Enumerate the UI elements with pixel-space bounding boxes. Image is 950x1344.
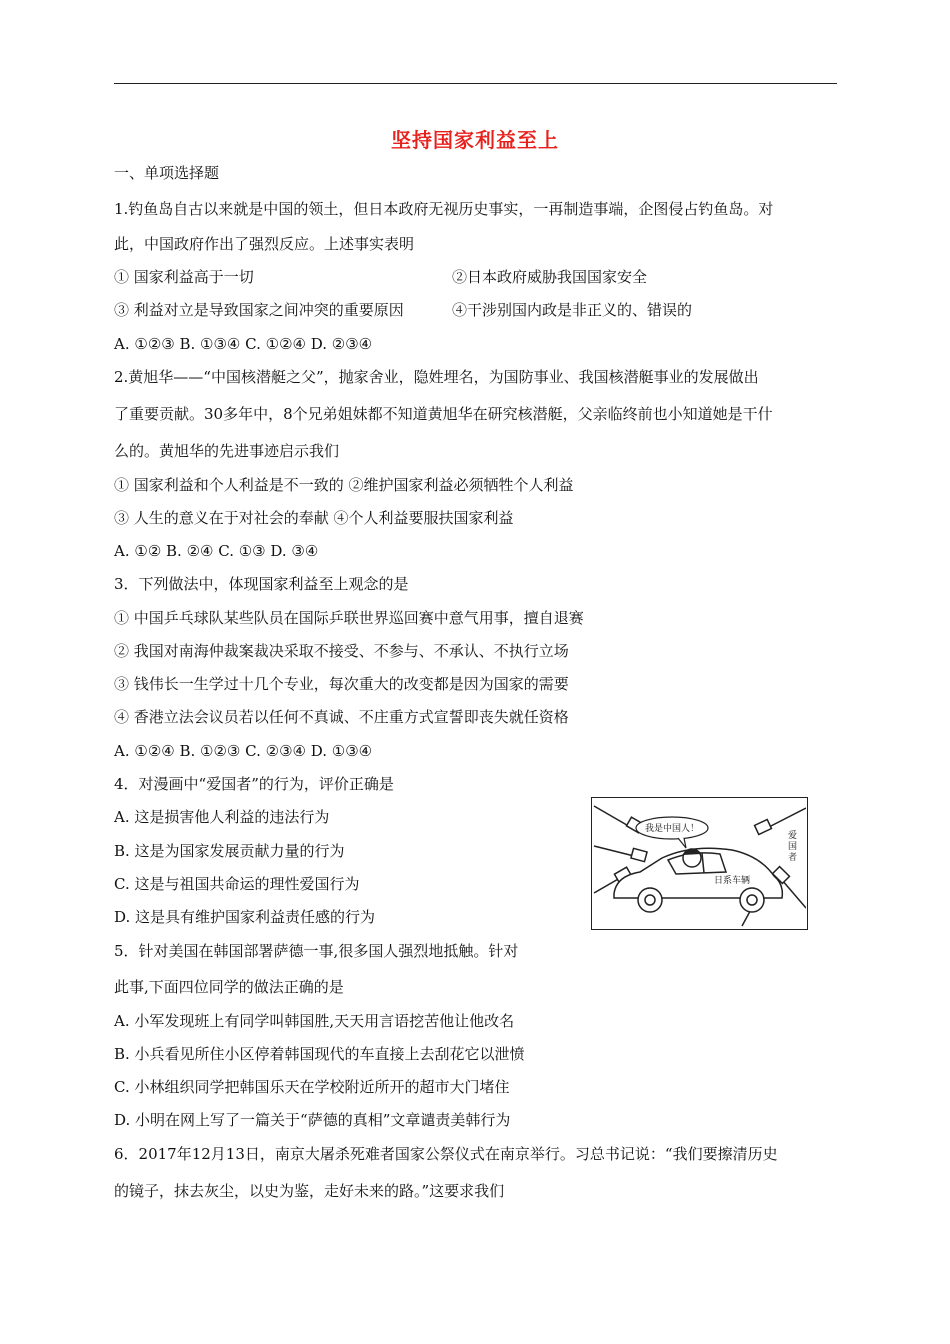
cartoon-side-label: 爱国者	[788, 831, 798, 863]
cartoon-car-label: 日系车辆	[714, 876, 751, 886]
q5-option-c: C. 小林组织同学把韩国乐天在学校附近所开的超市大门堵住	[114, 1078, 510, 1096]
q1-stem-line2: 此，中国政府作出了强烈反应。上述事实表明	[114, 235, 415, 253]
q3-option-1: ① 中国乒乓球队某些队员在国际乒联世界巡回赛中意气用事，擅自退赛	[114, 609, 584, 627]
q5-option-d: D. 小明在网上写了一篇关于“萨德的真相”文章谴责美韩行为	[114, 1111, 511, 1129]
q4-stem: 4．对漫画中“爱国者”的行为，评价正确是	[114, 775, 394, 793]
q4-option-b: B. 这是为国家发展贡献力量的行为	[114, 842, 345, 860]
q2-answers: A. ①② B. ②④ C. ①③ D. ③④	[114, 542, 319, 560]
q4-option-c: C. 这是与祖国共命运的理性爱国行为	[114, 875, 360, 893]
q2-stem-line2: 了重要贡献。30多年中，8个兄弟姐妹都不知道黄旭华在研究核潜艇，父亲临终前也小知道她是干什	[114, 405, 773, 423]
q2-stem-line1: 2.黄旭华——“中国核潜艇之父”，抛家舍业，隐姓埋名，为国防事业、我国核潜艇事业的发展做出	[114, 368, 759, 386]
q6-stem-line1: 6．2017年12月13日，南京大屠杀死难者国家公祭仪式在南京举行。习总书记说：“我们要擦清历史	[114, 1145, 778, 1163]
q2-stem-line3: 么的。黄旭华的先进事迹启示我们	[114, 442, 340, 460]
q5-option-b: B. 小兵看见所住小区停着韩国现代的车直接上去刮花它以泄愤	[114, 1045, 525, 1063]
q1-option-2: ②日本政府威胁我国国家安全	[452, 268, 648, 286]
q3-stem: 3．下列做法中，体现国家利益至上观念的是	[114, 575, 409, 593]
q1-answers: A. ①②③ B. ①③④ C. ①②④ D. ②③④	[114, 335, 373, 353]
page-title: 坚持国家利益至上	[391, 128, 559, 152]
q2-options-1-2: ① 国家利益和个人利益是不一致的 ②维护国家利益必须牺牲个人利益	[114, 476, 574, 494]
q5-stem-line2: 此事,下面四位同学的做法正确的是	[114, 978, 344, 996]
q4-option-d: D. 这是具有维护国家利益责任感的行为	[114, 908, 376, 926]
q3-option-2: ② 我国对南海仲裁案裁决采取不接受、不参与、不承认、不执行立场	[114, 642, 569, 660]
q1-option-3: ③ 利益对立是导致国家之间冲突的重要原因	[114, 301, 404, 319]
q3-option-4: ④ 香港立法会议员若以任何不真诚、不庄重方式宣誓即丧失就任资格	[114, 708, 569, 726]
cartoon-speech: 我是中国人！	[644, 824, 700, 834]
header-rule	[114, 83, 837, 84]
q2-options-3-4: ③ 人生的意义在于对社会的奉献 ④个人利益要服扶国家利益	[114, 509, 514, 527]
q3-answers: A. ①②④ B. ①②③ C. ②③④ D. ①③④	[114, 742, 373, 760]
q5-option-a: A. 小军发现班上有同学叫韩国胜,天天用言语挖苦他让他改名	[114, 1012, 515, 1030]
q5-stem-line1: 5．针对美国在韩国部署萨德一事,很多国人强烈地抵触。针对	[114, 942, 519, 960]
q6-stem-line2: 的镜子，抹去灰尘，以史为鉴，走好未来的路。”这要求我们	[114, 1182, 505, 1200]
q3-option-3: ③ 钱伟长一生学过十几个专业，每次重大的改变都是因为国家的需要	[114, 675, 569, 693]
patriot-cartoon	[591, 797, 808, 930]
q1-option-4: ④干涉别国内政是非正义的、错误的	[452, 301, 693, 319]
q1-stem-line1: 1.钓鱼岛自古以来就是中国的领土，但日本政府无视历史事实，一再制造事端，企图侵占钓鱼岛。对	[114, 200, 774, 218]
q4-option-a: A. 这是损害他人利益的违法行为	[114, 808, 330, 826]
section-heading: 一、单项选择题	[114, 164, 220, 182]
q1-option-1: ① 国家利益高于一切	[114, 268, 254, 286]
